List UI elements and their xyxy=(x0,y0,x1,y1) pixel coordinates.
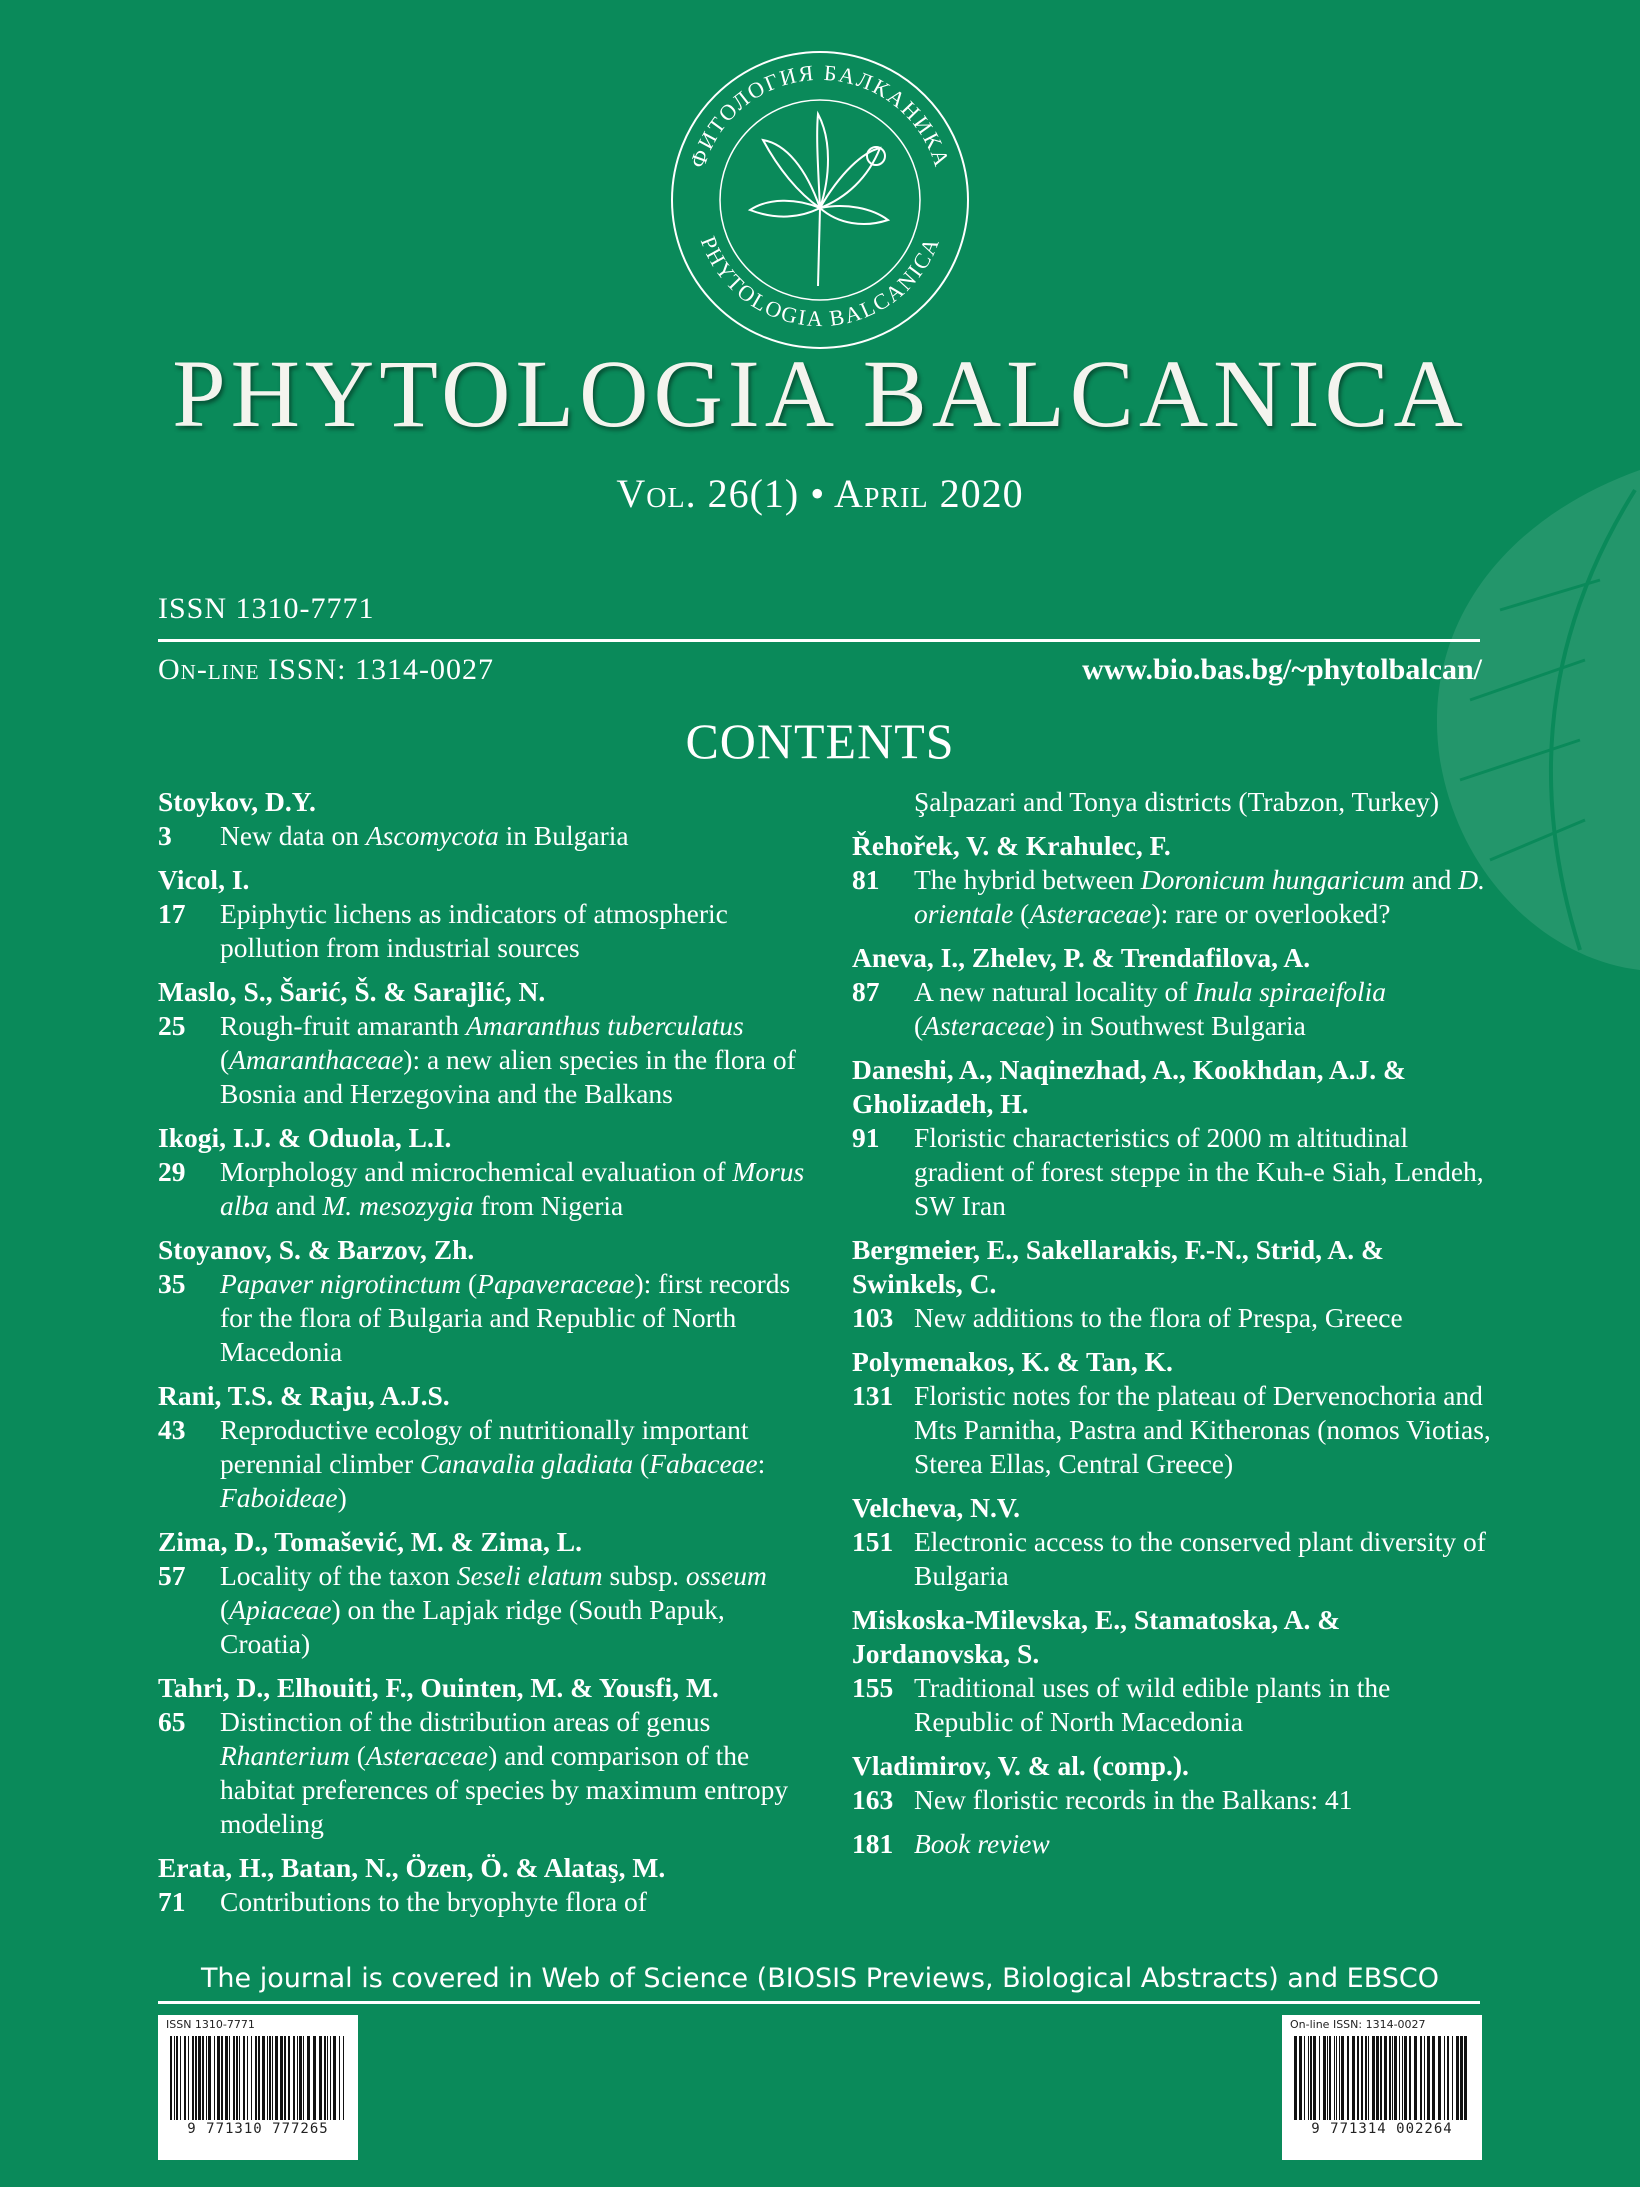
svg-text:PHYTOLOGIA BALCANICA: PHYTOLOGIA BALCANICA xyxy=(695,232,945,332)
article-page-number: 163 xyxy=(852,1784,894,1815)
article-title: Floristic characteristics of 2000 m altitudinal gradient of forest steppe in the Kuh-e Siah, Lendeh, SW Iran xyxy=(914,1122,1484,1221)
article-page-number: 17 xyxy=(158,898,186,929)
article-page-number: 81 xyxy=(852,864,880,895)
online-issn: On-line ISSN: 1314-0027 xyxy=(158,653,494,686)
article-authors: Vladimirov, V. & al. (comp.). xyxy=(852,1750,1189,1781)
article-page-number: 151 xyxy=(852,1526,894,1557)
journal-seal-logo xyxy=(668,48,972,352)
print-issn: ISSN 1310-7771 xyxy=(158,592,375,625)
barcode-number: 9 771310 777265 xyxy=(187,2121,329,2137)
contents-entry xyxy=(852,1233,1492,1335)
article-authors: Stoykov, D.Y. xyxy=(158,786,316,817)
barcode-number: 9 771314 002264 xyxy=(1311,2121,1453,2137)
article-title: New additions to the flora of Prespa, Greece xyxy=(914,1302,1403,1333)
article-authors: Rani, T.S. & Raju, A.J.S. xyxy=(158,1380,450,1411)
article-authors: Bergmeier, E., Sakellarakis, F.-N., Strid, A. & Swinkels, C. xyxy=(852,1234,1384,1299)
article-title: Electronic access to the conserved plant diversity of Bulgaria xyxy=(914,1526,1486,1591)
article-authors: Polymenakos, K. & Tan, K. xyxy=(852,1346,1173,1377)
article-authors: Velcheva, N.V. xyxy=(852,1492,1021,1523)
article-authors: Daneshi, A., Naqinezhad, A., Kookhdan, A.J. & Gholizadeh, H. xyxy=(852,1054,1406,1119)
article-authors: Stoyanov, S. & Barzov, Zh. xyxy=(158,1234,475,1265)
article-title: A new natural locality of Inula spiraeifolia (Asteraceae) in Southwest Bulgaria xyxy=(914,976,1387,1041)
contents-entry xyxy=(852,1603,1492,1739)
contents-entry xyxy=(158,863,810,965)
contents-entry xyxy=(158,1851,810,1919)
barcode-label: ISSN 1310-7771 xyxy=(166,2018,255,2031)
article-title: New data on Ascomycota in Bulgaria xyxy=(220,820,629,851)
article-authors: Zima, D., Tomašević, M. & Zima, L. xyxy=(158,1526,582,1557)
contents-entry xyxy=(158,1379,810,1515)
article-title-continuation: Şalpazari and Tonya districts (Trabzon, Turkey) xyxy=(914,786,1440,817)
article-authors: Erata, H., Batan, N., Özen, Ö. & Alataş, M. xyxy=(158,1852,666,1883)
article-title: Traditional uses of wild edible plants in the Republic of North Macedonia xyxy=(914,1672,1391,1737)
contents-entry xyxy=(158,1525,810,1661)
article-title: Distinction of the distribution areas of genus Rhanterium (Asteraceae) and comparison of the habitat preferences of species by maximum entropy modeling xyxy=(220,1706,789,1839)
indexing-coverage-note: The journal is covered in Web of Science (BIOSIS Previews, Biological Abstracts) and EBSCO xyxy=(200,1963,1440,1994)
contents-entry xyxy=(852,1053,1492,1223)
contents-entry xyxy=(158,1671,810,1841)
barcode-bars xyxy=(1290,2036,1474,2120)
article-page-number: 35 xyxy=(158,1268,186,1299)
article-title: Papaver nigrotinctum (Papaveraceae): first records for the flora of Bulgaria and Republic of North Macedonia xyxy=(220,1268,791,1367)
article-title: Epiphytic lichens as indicators of atmospheric pollution from industrial sources xyxy=(220,898,728,963)
article-title: Morphology and microchemical evaluation of Morus alba and M. mesozygia from Nigeria xyxy=(220,1156,805,1221)
article-page-number: 87 xyxy=(852,976,880,1007)
contents-entry xyxy=(852,1827,1492,1861)
volume-issue-date: Vol. 26(1) • April 2020 xyxy=(616,471,1024,516)
journal-title: PHYTOLOGIA BALCANICA xyxy=(172,340,1468,447)
divider-top xyxy=(158,639,1480,642)
article-page-number: 43 xyxy=(158,1414,186,1445)
contents-entry xyxy=(158,975,810,1111)
article-title: Floristic notes for the plateau of Dervenochoria and Mts Parnitha, Pastra and Kitheronas (nomos Viotias, Sterea Ellas, Central Greece) xyxy=(914,1380,1491,1479)
contents-entry xyxy=(158,1233,810,1369)
contents-entry xyxy=(852,1345,1492,1481)
article-page-number: 181 xyxy=(852,1828,894,1859)
online-issn-barcode xyxy=(1282,2015,1482,2160)
article-page-number: 71 xyxy=(158,1886,186,1917)
article-authors: Aneva, I., Zhelev, P. & Trendafilova, A. xyxy=(852,942,1311,973)
article-title: New floristic records in the Balkans: 41 xyxy=(914,1784,1353,1815)
contents-heading: CONTENTS xyxy=(685,713,955,769)
article-title: Rough-fruit amaranth Amaranthus tuberculatus (Amaranthaceae): a new alien species in the flora of Bosnia and Herzegovina and the Balkans xyxy=(220,1010,796,1109)
article-title: Contributions to the bryophyte flora of xyxy=(220,1886,647,1917)
journal-website-link[interactable]: www.bio.bas.bg/~phytolbalcan/ xyxy=(1082,653,1482,686)
article-title: Locality of the taxon Seseli elatum subsp. osseum (Apiaceae) on the Lapjak ridge (South Papuk, Croatia) xyxy=(220,1560,767,1659)
article-authors: Tahri, D., Elhouiti, F., Ouinten, M. & Yousfi, M. xyxy=(158,1672,719,1703)
contents-right-column xyxy=(852,785,1492,1871)
article-page-number: 3 xyxy=(158,820,172,851)
article-page-number: 131 xyxy=(852,1380,894,1411)
print-issn-barcode xyxy=(158,2015,358,2160)
article-page-number: 25 xyxy=(158,1010,186,1041)
article-title: Book review xyxy=(914,1828,1050,1859)
contents-entry xyxy=(852,941,1492,1043)
article-page-number: 29 xyxy=(158,1156,186,1187)
contents-entry xyxy=(852,829,1492,931)
article-authors: Maslo, S., Šarić, Š. & Sarajlić, N. xyxy=(158,976,546,1007)
contents-entry xyxy=(158,1121,810,1223)
divider-bottom xyxy=(158,2001,1480,2004)
contents-entry xyxy=(852,1749,1492,1817)
contents-entry xyxy=(852,1491,1492,1593)
article-title: Reproductive ecology of nutritionally important perennial climber Canavalia gladiata (Fabaceae: Faboideae) xyxy=(220,1414,766,1513)
contents-entry xyxy=(158,785,810,853)
barcode-label: On-line ISSN: 1314-0027 xyxy=(1290,2018,1426,2031)
article-title: The hybrid between Doronicum hungaricum and D. orientale (Asteraceae): rare or overlooked? xyxy=(914,864,1486,929)
article-page-number: 65 xyxy=(158,1706,186,1737)
article-authors: Vicol, I. xyxy=(158,864,250,895)
barcode-bars xyxy=(166,2036,350,2120)
article-page-number: 57 xyxy=(158,1560,186,1591)
svg-text:ФИТОЛОГИЯ БАЛКАНИКА: ФИТОЛОГИЯ БАЛКАНИКА xyxy=(684,59,956,171)
contents-left-column xyxy=(158,785,810,1929)
article-page-number: 155 xyxy=(852,1672,894,1703)
article-authors: Řehořek, V. & Krahulec, F. xyxy=(852,830,1171,861)
article-authors: Miskoska-Milevska, E., Stamatoska, A. & Jordanovska, S. xyxy=(852,1604,1341,1669)
article-page-number: 91 xyxy=(852,1122,880,1153)
article-page-number: 103 xyxy=(852,1302,894,1333)
article-authors: Ikogi, I.J. & Oduola, L.I. xyxy=(158,1122,452,1153)
